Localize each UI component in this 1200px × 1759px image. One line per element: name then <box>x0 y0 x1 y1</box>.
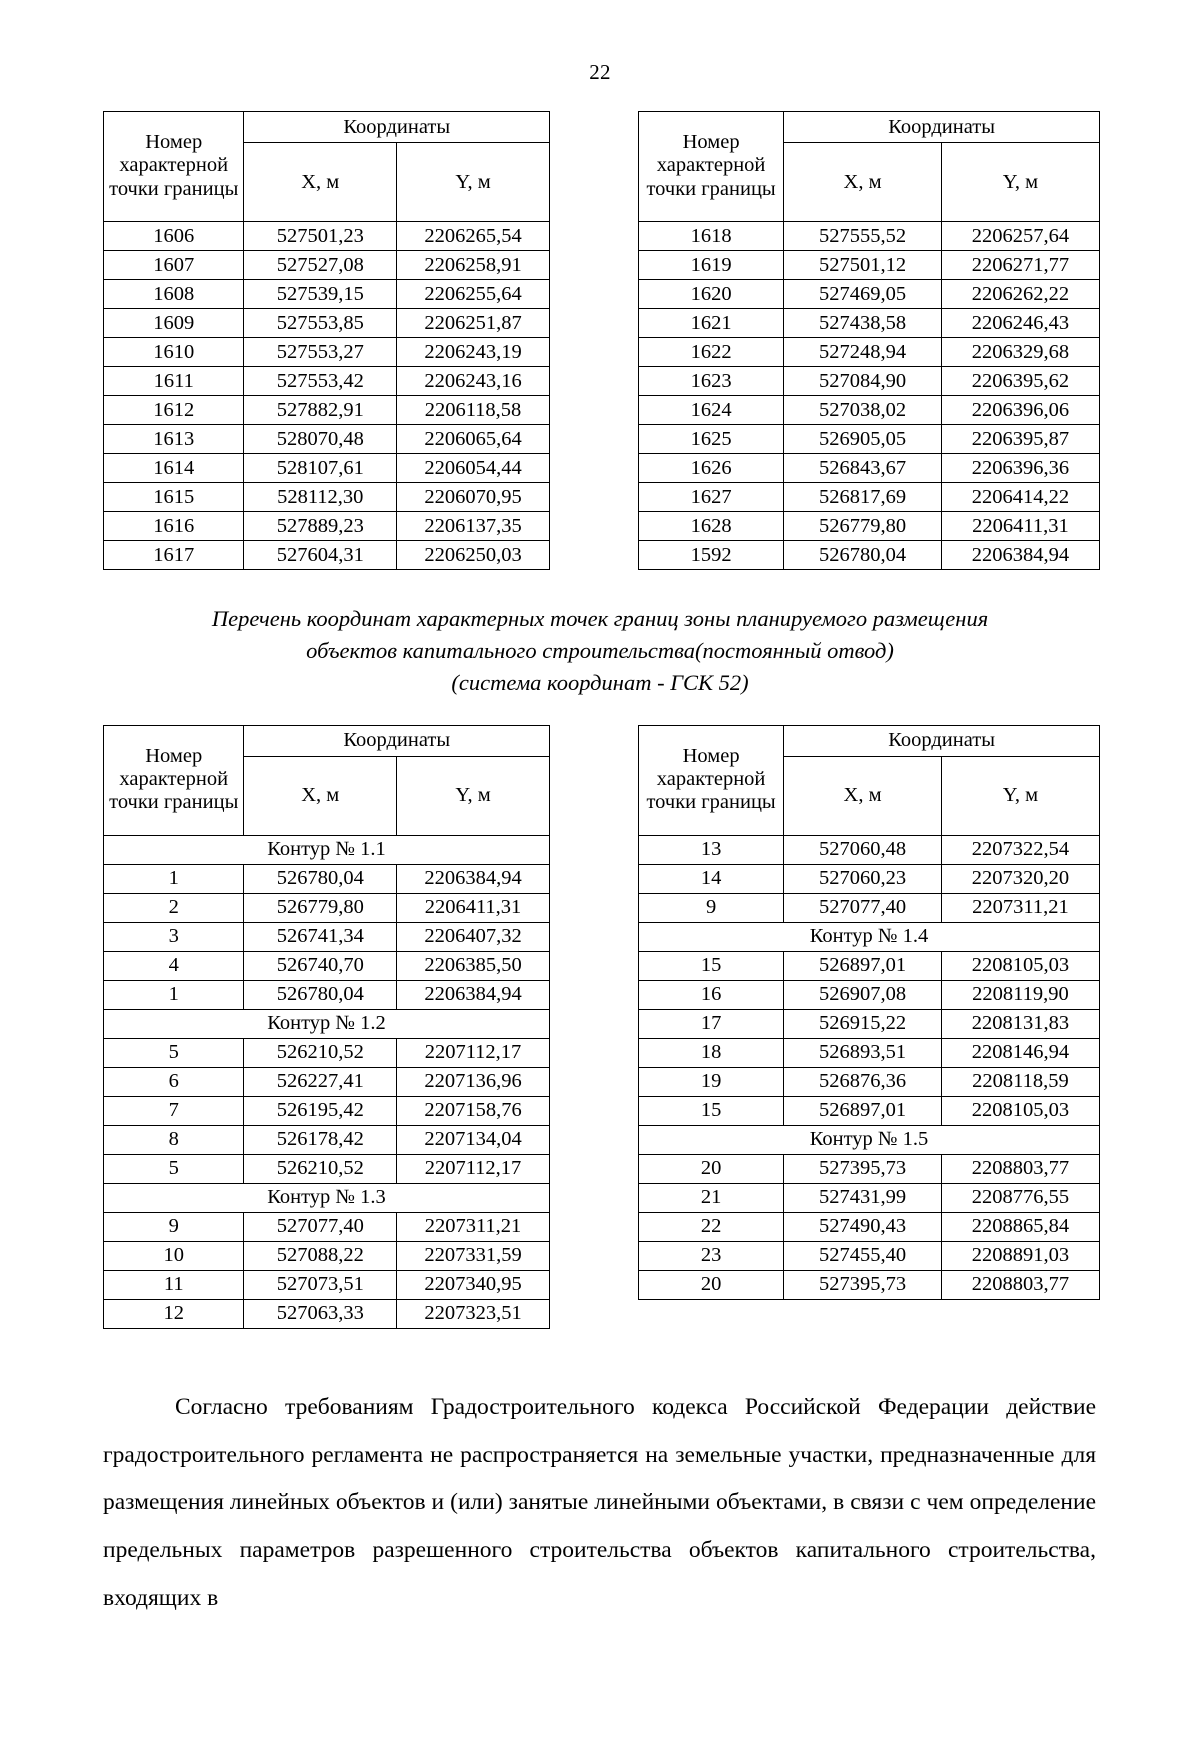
y-value: 2206385,50 <box>397 951 550 980</box>
point-number: 1 <box>104 864 244 893</box>
table-row <box>639 864 1100 893</box>
contour-label: Контур № 1.5 <box>639 1125 1100 1154</box>
x-value: 527038,02 <box>784 396 942 425</box>
x-value: 526915,22 <box>784 1009 942 1038</box>
contour-section-row <box>104 1009 550 1038</box>
x-value: 526178,42 <box>244 1125 397 1154</box>
y-value: 2207331,59 <box>397 1241 550 1270</box>
contour-label: Контур № 1.4 <box>639 922 1100 951</box>
x-value: 526905,05 <box>784 425 942 454</box>
coordinates-table-bottom-left <box>103 725 550 1329</box>
x-value: 527077,40 <box>244 1212 397 1241</box>
point-number: 2 <box>104 893 244 922</box>
x-value: 527553,42 <box>244 367 397 396</box>
header-row-1 <box>639 112 1100 143</box>
point-number: 9 <box>104 1212 244 1241</box>
x-value: 527438,58 <box>784 309 942 338</box>
table-row <box>104 980 550 1009</box>
point-number: 8 <box>104 1125 244 1154</box>
y-value: 2206262,22 <box>941 280 1099 309</box>
y-value: 2206329,68 <box>941 338 1099 367</box>
y-value: 2206070,95 <box>397 483 550 512</box>
y-value: 2206384,94 <box>397 864 550 893</box>
point-number: 1628 <box>639 512 784 541</box>
table-row <box>104 1067 550 1096</box>
x-value: 527077,40 <box>784 893 942 922</box>
table-row <box>104 425 550 454</box>
point-number: 1619 <box>639 251 784 280</box>
table-row <box>639 1038 1100 1067</box>
table-row <box>639 1067 1100 1096</box>
y-value: 2206271,77 <box>941 251 1099 280</box>
table-row <box>104 512 550 541</box>
y-value: 2206395,62 <box>941 367 1099 396</box>
table-header <box>639 725 1100 835</box>
x-value: 526210,52 <box>244 1038 397 1067</box>
x-value: 528107,61 <box>244 454 397 483</box>
x-value: 527073,51 <box>244 1270 397 1299</box>
table-body-bottom-left <box>104 835 550 1328</box>
x-value: 527501,23 <box>244 222 397 251</box>
table-row <box>104 1212 550 1241</box>
header-y: Y, м <box>397 756 550 835</box>
header-coordinates: Координаты <box>784 112 1100 143</box>
point-number: 1616 <box>104 512 244 541</box>
table-row <box>639 1270 1100 1299</box>
x-value: 526740,70 <box>244 951 397 980</box>
y-value: 2208119,90 <box>941 980 1099 1009</box>
table-body-top-left <box>104 222 550 570</box>
x-value: 526897,01 <box>784 951 942 980</box>
y-value: 2206396,06 <box>941 396 1099 425</box>
y-value: 2206414,22 <box>941 483 1099 512</box>
point-number: 6 <box>104 1067 244 1096</box>
header-point-number: Номер характерной точки границы <box>104 112 244 222</box>
x-value: 527455,40 <box>784 1241 942 1270</box>
table-body-bottom-right <box>639 835 1100 1299</box>
table-row <box>104 454 550 483</box>
y-value: 2207322,54 <box>941 835 1099 864</box>
body-text-block <box>0 1384 1200 1623</box>
x-value: 527395,73 <box>784 1270 942 1299</box>
y-value: 2208776,55 <box>941 1183 1099 1212</box>
y-value: 2206243,19 <box>397 338 550 367</box>
y-value: 2208803,77 <box>941 1154 1099 1183</box>
header-x: X, м <box>784 143 942 222</box>
table-row <box>104 280 550 309</box>
y-value: 2206118,58 <box>397 396 550 425</box>
point-number: 1612 <box>104 396 244 425</box>
y-value: 2206251,87 <box>397 309 550 338</box>
y-value: 2207340,95 <box>397 1270 550 1299</box>
header-point-number: Номер характерной точки границы <box>639 725 784 835</box>
point-number: 1623 <box>639 367 784 396</box>
contour-section-row <box>104 835 550 864</box>
caption-line-3: (система координат - ГСК 52) <box>451 669 749 695</box>
y-value: 2208865,84 <box>941 1212 1099 1241</box>
point-number: 1625 <box>639 425 784 454</box>
table-row <box>639 951 1100 980</box>
y-value: 2208131,83 <box>941 1009 1099 1038</box>
header-y: Y, м <box>397 143 550 222</box>
table-row <box>639 367 1100 396</box>
top-tables-row <box>0 111 1200 570</box>
y-value: 2207311,21 <box>397 1212 550 1241</box>
table-row <box>639 280 1100 309</box>
x-value: 526227,41 <box>244 1067 397 1096</box>
table-row <box>639 1154 1100 1183</box>
document-page <box>0 62 1200 1759</box>
header-y: Y, м <box>941 756 1099 835</box>
contour-label: Контур № 1.1 <box>104 835 550 864</box>
x-value: 527395,73 <box>784 1154 942 1183</box>
point-number: 10 <box>104 1241 244 1270</box>
point-number: 1610 <box>104 338 244 367</box>
table-row <box>639 893 1100 922</box>
x-value: 526876,36 <box>784 1067 942 1096</box>
point-number: 9 <box>639 893 784 922</box>
x-value: 527553,27 <box>244 338 397 367</box>
y-value: 2208105,03 <box>941 1096 1099 1125</box>
point-number: 20 <box>639 1154 784 1183</box>
table-row <box>104 338 550 367</box>
point-number: 1627 <box>639 483 784 512</box>
point-number: 7 <box>104 1096 244 1125</box>
table-row <box>639 1212 1100 1241</box>
point-number: 1618 <box>639 222 784 251</box>
y-value: 2206384,94 <box>397 980 550 1009</box>
y-value: 2208146,94 <box>941 1038 1099 1067</box>
table-row <box>104 1038 550 1067</box>
x-value: 527889,23 <box>244 512 397 541</box>
header-row-1 <box>639 725 1100 756</box>
table-row <box>104 309 550 338</box>
y-value: 2207112,17 <box>397 1154 550 1183</box>
x-value: 527553,85 <box>244 309 397 338</box>
y-value: 2207136,96 <box>397 1067 550 1096</box>
x-value: 527060,23 <box>784 864 942 893</box>
x-value: 526780,04 <box>244 980 397 1009</box>
y-value: 2208105,03 <box>941 951 1099 980</box>
y-value: 2206255,64 <box>397 280 550 309</box>
y-value: 2206137,35 <box>397 512 550 541</box>
x-value: 527060,48 <box>784 835 942 864</box>
x-value: 527490,43 <box>784 1212 942 1241</box>
y-value: 2206054,44 <box>397 454 550 483</box>
x-value: 526897,01 <box>784 1096 942 1125</box>
x-value: 526893,51 <box>784 1038 942 1067</box>
table-header <box>104 725 550 835</box>
y-value: 2207320,20 <box>941 864 1099 893</box>
point-number: 1609 <box>104 309 244 338</box>
header-x: X, м <box>244 143 397 222</box>
y-value: 2206407,32 <box>397 922 550 951</box>
table-row <box>104 864 550 893</box>
table-row <box>104 222 550 251</box>
point-number: 1 <box>104 980 244 1009</box>
x-value: 527248,94 <box>784 338 942 367</box>
table-body-top-right <box>639 222 1100 570</box>
x-value: 526780,04 <box>784 541 942 570</box>
y-value: 2207323,51 <box>397 1299 550 1328</box>
body-paragraph: Согласно требованиям Градостроительного кодекса Российской Федерации действие градостроительного регламента не распространяется на земельные участки, предназначенные для размещения линейных объектов и (или) занятые линейными объектами, в связи с чем определение предельных параметров разрешенного строительства объектов капитального строительства, входящих в <box>103 1393 1096 1611</box>
x-value: 527431,99 <box>784 1183 942 1212</box>
point-number: 16 <box>639 980 784 1009</box>
page-number: 22 <box>589 60 611 84</box>
table-row <box>104 251 550 280</box>
header-coordinates: Координаты <box>244 725 550 756</box>
header-coordinates: Координаты <box>784 725 1100 756</box>
contour-label: Контур № 1.3 <box>104 1183 550 1212</box>
coordinates-table-bottom-right <box>638 725 1100 1300</box>
contour-section-row <box>104 1183 550 1212</box>
point-number: 20 <box>639 1270 784 1299</box>
table-row <box>639 1241 1100 1270</box>
table-row <box>104 1270 550 1299</box>
point-number: 18 <box>639 1038 784 1067</box>
table-row <box>104 1299 550 1328</box>
point-number: 1620 <box>639 280 784 309</box>
point-number: 1614 <box>104 454 244 483</box>
point-number: 15 <box>639 951 784 980</box>
x-value: 527539,15 <box>244 280 397 309</box>
x-value: 527527,08 <box>244 251 397 280</box>
point-number: 1615 <box>104 483 244 512</box>
header-x: X, м <box>244 756 397 835</box>
bottom-left-table-wrapper <box>103 725 550 1329</box>
y-value: 2207134,04 <box>397 1125 550 1154</box>
x-value: 527088,22 <box>244 1241 397 1270</box>
point-number: 5 <box>104 1154 244 1183</box>
x-value: 526741,34 <box>244 922 397 951</box>
x-value: 527555,52 <box>784 222 942 251</box>
table-row <box>639 425 1100 454</box>
point-number: 1617 <box>104 541 244 570</box>
table-row <box>104 1125 550 1154</box>
bottom-right-table-wrapper <box>638 725 1100 1300</box>
header-coordinates: Координаты <box>244 112 550 143</box>
point-number: 12 <box>104 1299 244 1328</box>
point-number: 4 <box>104 951 244 980</box>
top-right-table-wrapper <box>638 111 1100 570</box>
x-value: 526780,04 <box>244 864 397 893</box>
table-row <box>639 396 1100 425</box>
x-value: 527063,33 <box>244 1299 397 1328</box>
point-number: 1592 <box>639 541 784 570</box>
y-value: 2206065,64 <box>397 425 550 454</box>
table-row <box>104 1096 550 1125</box>
table-row <box>639 980 1100 1009</box>
header-y: Y, м <box>941 143 1099 222</box>
x-value: 526779,80 <box>784 512 942 541</box>
y-value: 2206384,94 <box>941 541 1099 570</box>
y-value: 2206250,03 <box>397 541 550 570</box>
table-header <box>104 112 550 222</box>
x-value: 527882,91 <box>244 396 397 425</box>
table-row <box>104 483 550 512</box>
y-value: 2208118,59 <box>941 1067 1099 1096</box>
x-value: 526210,52 <box>244 1154 397 1183</box>
table-row <box>104 922 550 951</box>
point-number: 22 <box>639 1212 784 1241</box>
table-row <box>104 367 550 396</box>
coordinates-table-top-right <box>638 111 1100 570</box>
point-number: 1611 <box>104 367 244 396</box>
x-value: 526817,69 <box>784 483 942 512</box>
table-row <box>639 454 1100 483</box>
contour-label: Контур № 1.2 <box>104 1009 550 1038</box>
table-row <box>639 338 1100 367</box>
point-number: 14 <box>639 864 784 893</box>
y-value: 2208803,77 <box>941 1270 1099 1299</box>
point-number: 23 <box>639 1241 784 1270</box>
y-value: 2206265,54 <box>397 222 550 251</box>
x-value: 526907,08 <box>784 980 942 1009</box>
x-value: 528070,48 <box>244 425 397 454</box>
point-number: 1607 <box>104 251 244 280</box>
table-row <box>104 1154 550 1183</box>
header-point-number: Номер характерной точки границы <box>104 725 244 835</box>
table-row <box>639 1009 1100 1038</box>
table-caption <box>0 603 1200 699</box>
bottom-tables-row <box>0 725 1200 1329</box>
point-number: 1606 <box>104 222 244 251</box>
y-value: 2206257,64 <box>941 222 1099 251</box>
point-number: 3 <box>104 922 244 951</box>
x-value: 527084,90 <box>784 367 942 396</box>
x-value: 528112,30 <box>244 483 397 512</box>
point-number: 1622 <box>639 338 784 367</box>
y-value: 2206395,87 <box>941 425 1099 454</box>
point-number: 1626 <box>639 454 784 483</box>
y-value: 2207311,21 <box>941 893 1099 922</box>
point-number: 17 <box>639 1009 784 1038</box>
point-number: 15 <box>639 1096 784 1125</box>
header-row-1 <box>104 725 550 756</box>
top-left-table-wrapper <box>103 111 550 570</box>
point-number: 5 <box>104 1038 244 1067</box>
header-row-1 <box>104 112 550 143</box>
point-number: 1613 <box>104 425 244 454</box>
point-number: 21 <box>639 1183 784 1212</box>
table-row <box>104 951 550 980</box>
spacer <box>0 699 1200 725</box>
x-value: 527501,12 <box>784 251 942 280</box>
y-value: 2207112,17 <box>397 1038 550 1067</box>
contour-section-row <box>639 1125 1100 1154</box>
header-x: X, м <box>784 756 942 835</box>
x-value: 527604,31 <box>244 541 397 570</box>
x-value: 526843,67 <box>784 454 942 483</box>
table-row <box>639 251 1100 280</box>
table-row <box>639 541 1100 570</box>
point-number: 1608 <box>104 280 244 309</box>
y-value: 2206246,43 <box>941 309 1099 338</box>
table-row <box>639 1183 1100 1212</box>
table-row <box>639 483 1100 512</box>
y-value: 2208891,03 <box>941 1241 1099 1270</box>
y-value: 2206258,91 <box>397 251 550 280</box>
table-row <box>639 835 1100 864</box>
coordinates-table-top-left <box>103 111 550 570</box>
y-value: 2206411,31 <box>397 893 550 922</box>
x-value: 526195,42 <box>244 1096 397 1125</box>
y-value: 2206243,16 <box>397 367 550 396</box>
point-number: 19 <box>639 1067 784 1096</box>
table-header <box>639 112 1100 222</box>
x-value: 526779,80 <box>244 893 397 922</box>
y-value: 2206396,36 <box>941 454 1099 483</box>
x-value: 527469,05 <box>784 280 942 309</box>
point-number: 11 <box>104 1270 244 1299</box>
y-value: 2207158,76 <box>397 1096 550 1125</box>
header-point-number: Номер характерной точки границы <box>639 112 784 222</box>
point-number: 1621 <box>639 309 784 338</box>
contour-section-row <box>639 922 1100 951</box>
table-row <box>639 309 1100 338</box>
caption-line-1: Перечень координат характерных точек границ зоны планируемого размещения <box>211 606 989 631</box>
table-row <box>104 396 550 425</box>
caption-line-2: объектов капитального строительства(постоянный отвод) <box>306 637 894 663</box>
point-number: 13 <box>639 835 784 864</box>
y-value: 2206411,31 <box>941 512 1099 541</box>
point-number: 1624 <box>639 396 784 425</box>
table-row <box>639 222 1100 251</box>
table-row <box>104 1241 550 1270</box>
table-row <box>104 541 550 570</box>
table-row <box>104 893 550 922</box>
table-row <box>639 512 1100 541</box>
table-row <box>639 1096 1100 1125</box>
